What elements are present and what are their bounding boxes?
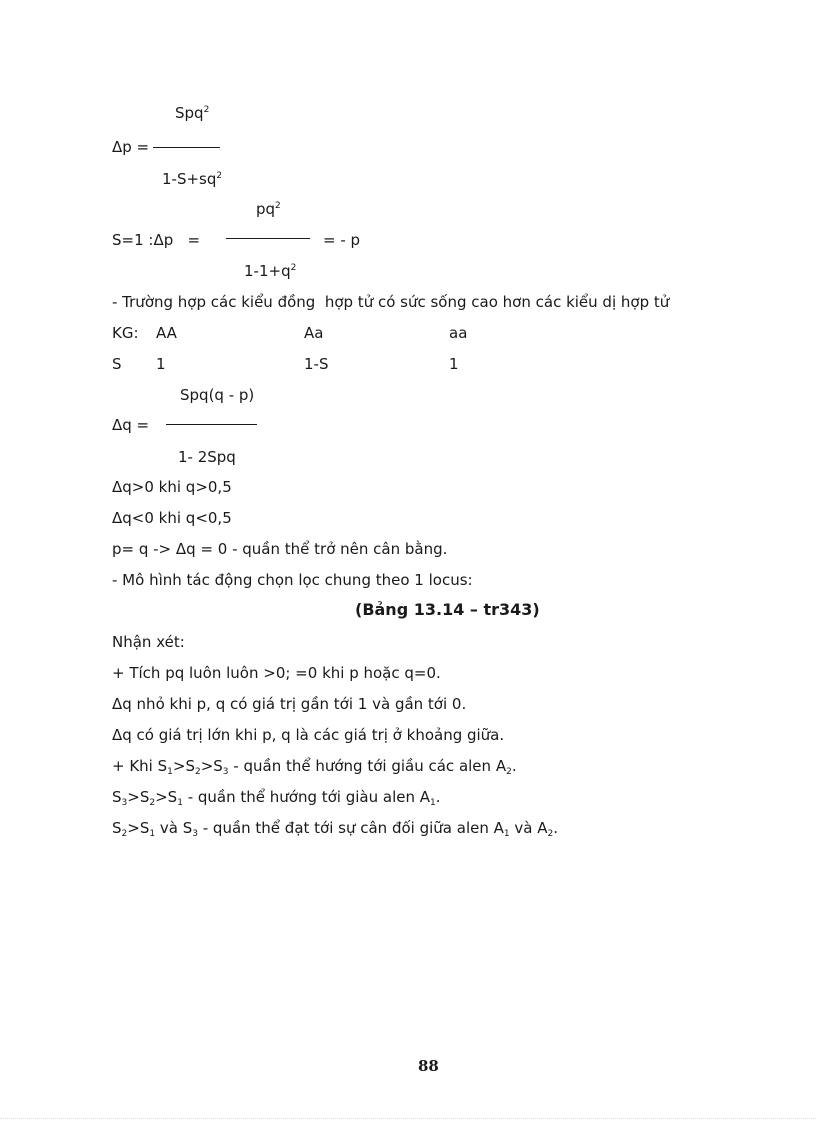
page-bottom-border — [0, 1118, 816, 1119]
homozygote-line: - Trường hợp các kiểu đồng hợp tử có sức sống cao hơn các kiểu dị hợp tử — [112, 293, 670, 311]
table-row1-AA: AA — [156, 324, 177, 342]
formula1-numerator: Spq$^2$ — [175, 104, 210, 122]
formula3-fraction-bar — [166, 424, 257, 425]
condition-line-1: Δq>0 khi q>0,5 — [112, 478, 232, 496]
formula3-denominator: 1- 2Spq — [178, 448, 236, 466]
table-row2-AA: 1 — [156, 355, 166, 373]
formula2-denominator: $1-1+q^2$ — [244, 262, 297, 280]
table-row2-label: S — [112, 355, 122, 373]
formula3-numerator: Spq(q - p) — [180, 386, 255, 404]
remark-line-2: Δq nhỏ khi p, q có giá trị gần tới 1 và gần tới 0. — [112, 695, 467, 713]
fitness-line-1: + Khi $S_1>S_2>S_3$ - quần thể hướng tới giầu các alen $A_2$. — [112, 757, 517, 777]
formula3-lhs: Δq = — [112, 416, 150, 434]
condition-line-2: Δq<0 khi q<0,5 — [112, 509, 232, 527]
formula1-fraction-bar — [153, 147, 220, 148]
table-row2-Aa: 1-S — [304, 355, 329, 373]
table-row2-aa: 1 — [449, 355, 459, 373]
remark-heading: Nhận xét: — [112, 633, 185, 651]
table-reference: (Bảng 13.14 – tr343) — [355, 600, 540, 619]
fitness-line-2: $S_3>S_2>S_1$ - quần thể hướng tới giàu alen $A_1$. — [112, 788, 441, 808]
page-number: 88 — [418, 1057, 439, 1075]
condition-line-3: p= q -> Δq = 0 - quần thể trở nên cân bằng. — [112, 540, 448, 558]
remark-line-1: + Tích pq luôn luôn >0; =0 khi p hoặc q=0. — [112, 664, 441, 682]
formula1-lhs: Δp = — [112, 138, 150, 156]
model-line: - Mô hình tác động chọn lọc chung theo 1 locus: — [112, 571, 473, 589]
table-row1-label: KG: — [112, 324, 139, 342]
formula2-numerator: $pq^2$ — [256, 200, 281, 218]
formula1-denominator: $1-S+sq^2$ — [162, 170, 223, 188]
table-row1-aa: aa — [449, 324, 468, 342]
table-row1-Aa: Aa — [304, 324, 324, 342]
remark-line-3: Δq có giá trị lớn khi p, q là các giá trị ở khoảng giữa. — [112, 726, 505, 744]
formula2-fraction-bar — [226, 238, 310, 239]
formula2-rhs: = - p — [323, 231, 361, 249]
fitness-line-3: $S_2>S_1$ và $S_3$ - quần thể đạt tới sự cân đối giữa alen $A_1$ và $A_2$. — [112, 819, 558, 839]
formula2-lhs: S=1 :Δp = — [112, 231, 201, 249]
